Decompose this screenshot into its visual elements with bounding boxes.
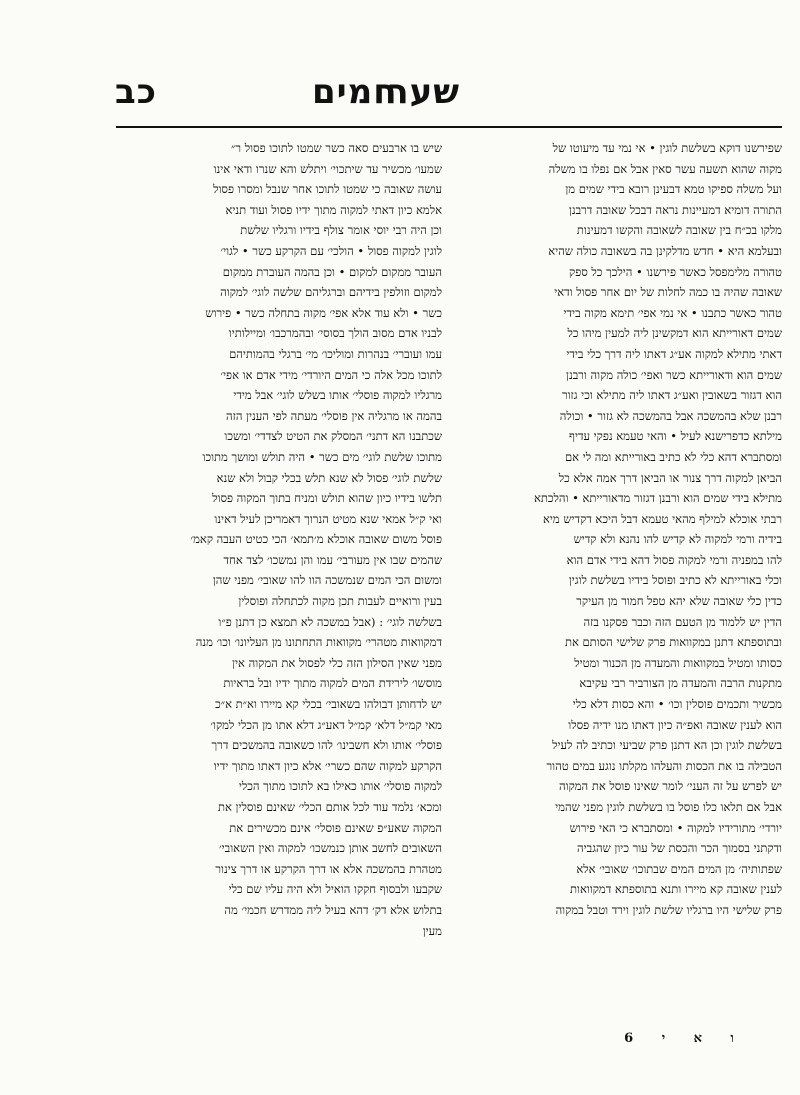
text-line: ועל משלה ספיקו טמא דבעינן רובא בידי שמים מן: [565, 182, 782, 197]
text-line: מאי קמ״ל דלא׳ קמ״ל דאע״ג דלא אתו מן הכלי למקו׳: [210, 717, 442, 732]
text-line: העובר ממקום למקום • וכן בהמה העוברת ממקום: [222, 264, 442, 279]
text-line: בתלוש אלא דק׳ דהא בעיל ליה ממדרש חכמי׳ מה: [224, 902, 442, 917]
text-line: מתוכו שלשת לוגי׳ מים כשר • היה תולש ומושך מתוכו: [202, 449, 442, 464]
text-line: ודקתני בסמוך הכר והכסת של עור כיון שהגביה: [577, 841, 782, 856]
text-line: שקבעו ולבסוף חקקו הואיל ולא היה עליו שם כלי: [228, 882, 442, 897]
text-line: שפירשנו דוקא בשלשת לוגין • אי נמי עד מיעוטו של: [552, 141, 782, 155]
text-line: התורה דומיא דמעיינות נראה דבכל שאובה דרבנן: [568, 202, 782, 217]
text-line: דמקוואות מטהרי׳ מקוואות התחתונו מן העליונו׳ וכו׳ מנה: [195, 635, 442, 650]
text-line: ומשום הכי המים שנמשכה הוו להו שאובי׳ מפני שהן: [212, 573, 442, 588]
text-line: בשלשת לוגין וכן הא דתנן פרק שביעי וכתיב לה לעיל: [552, 738, 782, 753]
text-line: שפתותיה׳ מן המים המים שבתוכו׳ שאובי׳ אלא: [576, 861, 782, 876]
text-line: כסותו ומטיל במקוואות והמעדה מן הכנור ומטיל: [574, 655, 782, 670]
header-title-left: חמים: [312, 72, 398, 112]
text-line: וכן היה רבי יוסי אומר צולף בידיו ורגליו שלשת: [240, 223, 442, 238]
text-line: וכלי באורייתא לא כתיב ופוסל בידיו בשלשת לוגין: [568, 573, 782, 588]
text-line: המקוה שאע״פ שאינם פוסלי׳ אינם מכשירים את: [229, 820, 442, 835]
text-line: כדין כלי שאובה שלא יהא טפל חמור מן העיקר: [576, 594, 782, 609]
text-line: מתילא בידי שמים הוא ורבנן דגזור מדאורייתא • והלכתא: [533, 491, 782, 506]
text-line: שמים דאורייתא הוא דמקשינן ליה למעין מיהו כל: [567, 326, 782, 341]
text-line: בעין ורואיים לעבות תכן מקוה לכתחלה ופוסלין: [238, 594, 442, 609]
text-line: לענין שאובה קא מיירו ותנא בתוספתא דמקוואות: [570, 882, 782, 897]
text-line: ובתוספתא דתנן במקוואות פרק שלישי הסותם את: [564, 635, 782, 650]
text-line: רבתי אוכלא למילף מהאי טעמא דבל היכא דקדיש מיא: [543, 511, 782, 526]
text-line: מלקו בכ״ח בין שאובה לשאובה והקשו דמעינות: [576, 223, 782, 238]
text-line: השאובים לחשב אותן כנמשכו׳ למקוה ואין השאובי׳: [219, 841, 442, 856]
header-rule: [116, 126, 782, 128]
text-line: הקרקע למקוה שהם כשרי׳ אלא כיון דאתו מתוך ידיו: [213, 758, 442, 773]
text-line: בשלשה לוגי׳ : (אבל במשכה לא תמצא כן דתנן פ״ו: [218, 614, 442, 629]
running-header: [0, 70, 800, 114]
text-line: פוסל משום שאובה אוכלא מ׳תמא׳ הכי כטיט העבה קאמ׳: [190, 532, 442, 547]
text-line: עמו ועוברי׳ בנהרות ומוליכו׳ מי׳ ברגלי בהמותיהם: [229, 346, 442, 361]
text-line: מוסשו׳ לירידת המים למקוה מתוך ידיו ובל בראיות: [223, 676, 442, 691]
text-line: למקוה פוסלי׳ אותו כאילו בא לתוכו מתוך הכלי: [238, 779, 442, 794]
left-text-column: [122, 138, 442, 1028]
page-number: כב: [115, 72, 157, 112]
text-line: הוא דגזור בשאובין ואע״ג דאתו ליה מתילא וכי גזור: [561, 388, 782, 403]
text-line: להו במפניה ורמי למקוה פסול דהא בידי אדם הוא: [566, 552, 782, 567]
text-line: שאובה שהיה בו כמה לחלות של יום אחר פסול ודאי: [554, 285, 782, 300]
text-line: מכשיר ותכמים פוסלין וכו׳ • והא כסות דלא כלי: [572, 697, 782, 712]
text-line: בהמה או מרגליה אין פוסלי׳ מעתה לפי הענין הזה: [226, 408, 442, 423]
text-line: אבל אם תלאו כלו פוסל בו בשלשת לוגין מפני שהמי: [555, 800, 782, 814]
text-line: אלמא כיון דאתי למקוה מתוך ידיו פסול ועוד תניא: [225, 202, 442, 217]
text-line: מטהרת בהמשכה אלא או דרך הקרקע או דרך צינור: [215, 861, 442, 876]
text-line: שיש בו ארבעים סאה כשר שמטו לתוכו פסול ר״: [231, 141, 442, 155]
text-line: פוסלי׳ אותו ולא חשבינו׳ להו כשאובה בהמשכים דרך: [211, 738, 442, 753]
text-line: הדין יש ללמוד מן הטעם הזה וכבר פסקנו בזה: [583, 614, 782, 629]
text-line: פרק שלישי היו ברגליו שלשת לוגין וירד וטבל במקוה: [555, 902, 782, 917]
signature-marks: ו א י 6: [624, 1031, 746, 1046]
text-line: יורדי׳ מתורידיו למקוה • ומסתברא כי האי פירוש: [569, 820, 782, 835]
text-line: הוא לענין שאובה ואפ״ה כיון דאתו מנו ידיה פסלו: [568, 717, 782, 732]
text-line: מפני שאין הסילון הזה כלי לפסול את המקוה אין: [232, 655, 442, 670]
text-line: ואי ק״ל אמאי שנא מטיט הנרוך דאמריכן לעיל דאינו: [214, 511, 442, 526]
text-line: עושה שאובה כי שמטו לתוכו אחר שנבל ומסרו פסול: [213, 182, 442, 197]
text-line: רבנן שלא בהמשכה אבל בהמשכה לא גזור • וכולה: [559, 408, 782, 423]
text-line: טהור כאשר כתבנו • אי נמי אפי׳ תימא מקוה בידי: [563, 305, 782, 320]
text-line: מתקנות הרבה והמעדה מן הצורביר רבי עקיבא: [579, 676, 782, 691]
text-line: דאתי מתילא למקוה אע״ג דאתו ליה דרך כלי בידי: [566, 346, 782, 361]
text-line: למקום וזולפין בידיהם וברגליהם שלשה לוגי׳ למקוה: [220, 285, 442, 300]
text-line: לבניו אדם מסוב הולך בסוסי׳ ובהמרכבו׳ ומיילותיו: [228, 326, 442, 341]
text-line: מרגליו למקוה פוסלי׳ אותו בשלש לוגי׳ אבל מידי: [233, 388, 442, 403]
header-title-right: שער: [388, 72, 460, 112]
text-line: ומסתברא דהא כלי לא כתיב באורייתא ומה לי אם: [564, 449, 782, 464]
text-line: שהמים שבו אין מעורבי׳ עמו והן נמשכו׳ לצד אחד: [223, 552, 442, 567]
text-line: שלשת לוגי׳ פסול לא שנא תלש בכלי קבול ולא שנא: [216, 470, 442, 485]
text-line: מקוה שהוא תשעה עשר סאין אבל אם נפלו בו משלה: [548, 161, 782, 176]
text-line: מעין: [422, 923, 442, 938]
text-line: לוגין למקוה פסול • הולכי׳ עם הקרקע כשר • לגוי׳: [220, 243, 442, 258]
text-line: יש לדחותן דבולהו בשאובי׳ בכלי קא מיירו וא״ת א״כ: [215, 697, 442, 712]
text-line: שמים הוא ודאורייתא כשר ואפי׳ כולה מקוה ורבנן: [566, 367, 782, 382]
text-line: הביאן למקוה דרך צנור או הביאן דרך אמה אלא כל: [558, 470, 782, 485]
text-line: שכתבנו הא דתני׳ המסלק את הטיט לצדדי׳ ומשכו: [224, 429, 442, 444]
text-line: יש לפרש על זה העני׳ לומר שאינו פוסל את המקוה: [559, 779, 782, 794]
text-line: בידיה ורמי למקוה לא קדיש להו נהנא ולא קדיש: [573, 532, 782, 547]
right-text-column: [462, 138, 782, 1028]
text-line: הטבילה בו את הכסות והעלהו מקלתו נוגע במים טהור: [546, 758, 782, 773]
text-line: טהורה מלימפסל כאשר פירשנו • הילכך כל ספק: [569, 264, 782, 279]
text-line: שמעו׳ מכשיר עד שיתכוי׳ ויתלש והא שנרו ודאי אינו: [213, 161, 442, 176]
text-line: כשר • ולא עוד אלא אפי׳ מקוה בתחלה כשר • פירוש: [205, 305, 442, 320]
text-line: תלשו בידיו כיון שהוא תולש ומניח בתוך המקוה פסול: [212, 491, 442, 506]
text-line: לתוכו מכל אלה כי המים היורדי׳ מידי אדם או אפי׳: [220, 367, 442, 382]
text-line: ומכא׳ נלמד עוד לכל אותם הכלי׳ שאינם פוסלין את: [217, 800, 442, 814]
text-line: מילתא כדפרישנא לעיל • והאי טעמא נפקי עדיף: [569, 429, 782, 444]
text-line: ובעלמא היא • חדש מדלקינן בה בשאובה כולה שהיא: [548, 243, 782, 258]
